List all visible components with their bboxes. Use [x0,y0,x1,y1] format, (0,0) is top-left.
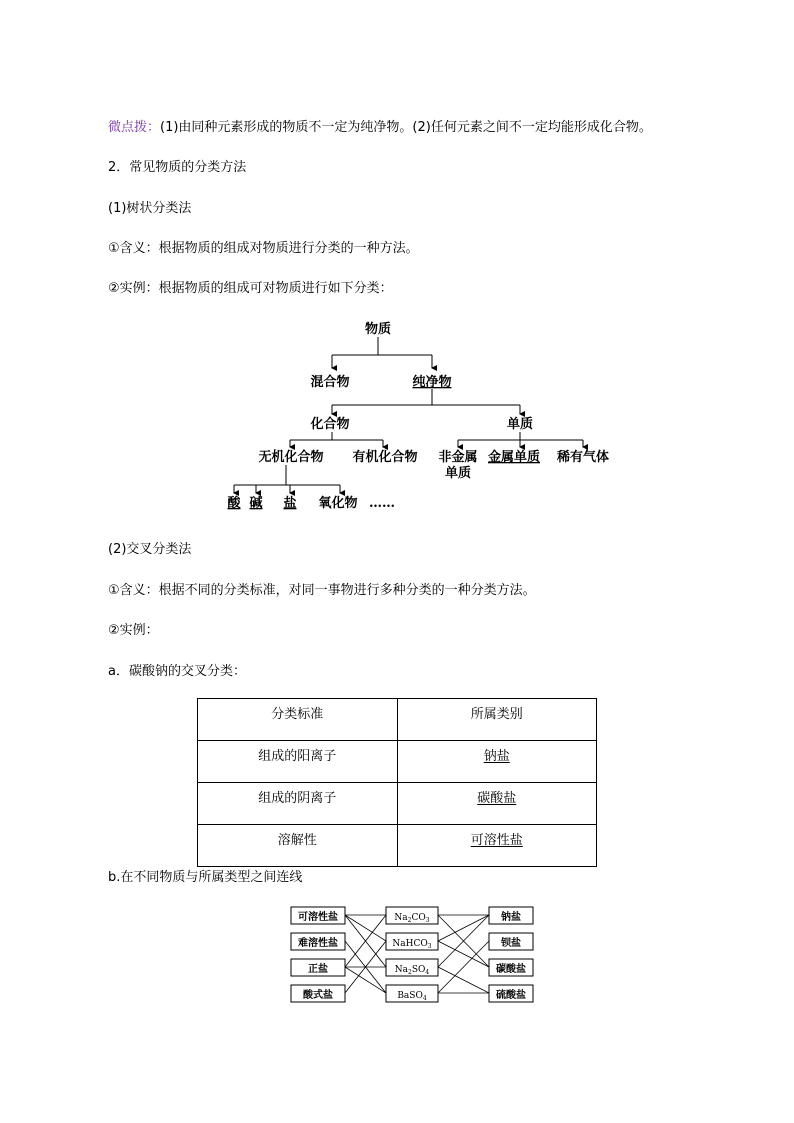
matching-left-item: 可溶性盐 [298,912,338,923]
tree-method-meaning: ①含义：根据物质的组成对物质进行分类的一种方法。 [108,241,419,256]
cross-method-sub-b: b.在不同物质与所属类型之间连线 [108,870,303,885]
tip-line [108,116,652,135]
matching-middle-item [397,991,427,1002]
tree-inorganic: 无机化合物 [258,450,324,465]
tree-base: 碱 [249,496,263,511]
table-cell-value: 可溶性盐 [470,833,523,848]
formula-part: Na [394,913,408,923]
tree-element: 单质 [506,417,534,432]
formula-part: SO [411,965,426,975]
matching-middle-item [395,965,430,976]
tree-metal: 金属单质 [487,450,541,465]
formula-subscript: 3 [425,917,430,924]
formula-subscript: 4 [422,995,427,1002]
tree-nonmetal-line2: 单质 [444,466,472,481]
matching-left-item: 正盐 [308,964,328,975]
matching-right-item: 碳酸盐 [496,964,526,975]
tree-acid: 酸 [227,496,241,511]
formula-subscript: 4 [425,969,430,976]
matching-left-item: 难溶性盐 [298,938,338,949]
classification-tree [0,315,794,515]
formula-subscript: 3 [427,943,432,950]
tree-noble-gas: 稀有气体 [556,450,610,465]
tree-pure: 纯净物 [412,375,452,390]
table-cell [397,783,597,825]
cross-method-heading: (2)交叉分类法 [108,542,192,557]
table-cell-value: 碳酸盐 [477,791,517,806]
table-cell: 溶解性 [198,825,398,867]
formula-part: BaSO [397,991,423,1001]
tip-label: 微点拨： [108,120,161,135]
matching-middle-item [392,939,431,950]
table-header-row [198,699,597,741]
tree-root: 物质 [364,322,392,337]
matching-right-item: 硫酸盐 [496,990,526,1001]
table-cell [397,741,597,783]
cross-method-sub-a: a．碳酸钠的交叉分类： [108,664,246,679]
matching-diagram [0,900,794,1010]
tree-organic: 有机化合物 [352,450,418,465]
cross-method-example: ②实例： [108,623,159,638]
formula-subscript: 2 [408,969,412,976]
matching-middle-item [394,913,429,924]
table-row [198,783,597,825]
cross-method-meaning: ①含义：根据不同的分类标准，对同一事物进行多种分类的一种分类方法。 [108,583,536,598]
section-2-heading: 2．常见物质的分类方法 [108,160,247,175]
matching-right-item: 钡盐 [501,938,521,949]
tree-method-heading: (1)树状分类法 [108,201,192,216]
tree-nonmetal-line1: 非金属 [438,450,478,465]
formula-part: CO [411,913,426,923]
tree-mixture: 混合物 [310,375,350,390]
formula-part: Na [394,965,409,975]
table-cell: 组成的阴离子 [198,783,398,825]
table-header-cell: 分类标准 [198,699,398,741]
tree-salt: 盐 [283,496,297,511]
tree-oxide: 氧化物 [318,496,358,511]
table-row [198,825,597,867]
matching-right-item: 钠盐 [501,912,521,923]
matching-left-item: 酸式盐 [303,990,333,1001]
table-cell [397,825,597,867]
formula-subscript: 2 [407,917,412,924]
sodium-carbonate-table [197,698,597,863]
formula-part: NaHCO [392,939,428,949]
table-cell-value: 钠盐 [483,749,510,764]
table-header-cell: 所属类别 [397,699,597,741]
tip-text: (1)由同种元素形成的物质不一定为纯净物。(2)任何元素之间不一定均能形成化合物。 [160,120,652,135]
tree-compound: 化合物 [310,417,350,432]
tree-ellipsis: …… [369,496,395,511]
table-cell: 组成的阳离子 [198,741,398,783]
tree-method-example: ②实例：根据物质的组成可对物质进行如下分类： [108,281,393,296]
table-row [198,741,597,783]
